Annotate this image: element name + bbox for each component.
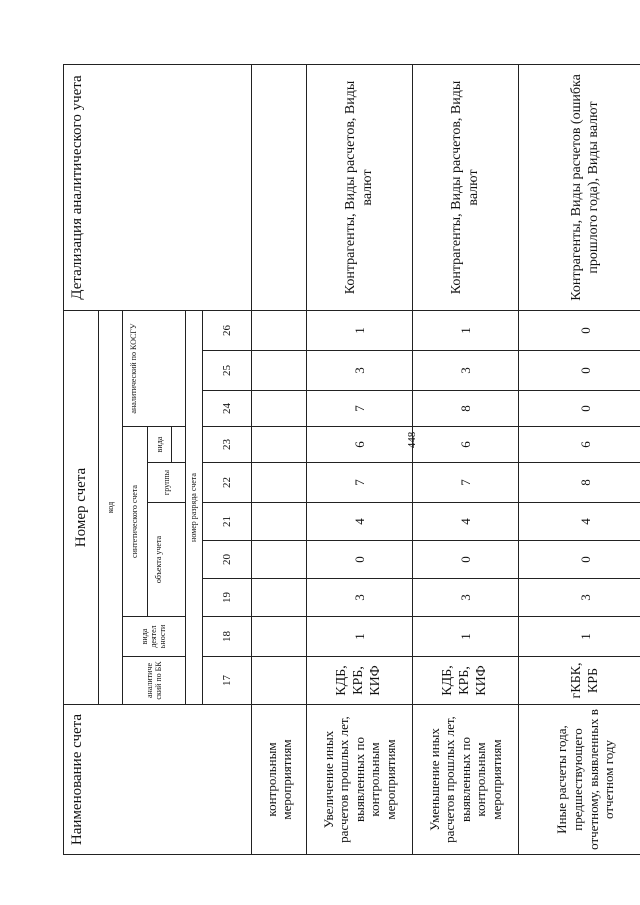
rotated-page bbox=[63, 65, 640, 855]
digit-24: 24 bbox=[203, 391, 252, 427]
cell-17 bbox=[252, 657, 307, 705]
row-detail: Контрагенты, Виды расчетов, Виды валют bbox=[413, 65, 519, 311]
cell-21: 4 bbox=[307, 503, 413, 541]
cell-25 bbox=[252, 351, 307, 391]
table-row bbox=[519, 65, 640, 855]
cell-26: 1 bbox=[307, 311, 413, 351]
cell-18: 1 bbox=[307, 617, 413, 657]
header-accounting-object: объекта учета bbox=[147, 503, 185, 617]
cell-20: 0 bbox=[413, 541, 519, 579]
cell-24: 7 bbox=[307, 391, 413, 427]
cell-23: 6 bbox=[307, 427, 413, 463]
digit-26: 26 bbox=[203, 311, 252, 351]
digit-18: 18 bbox=[203, 617, 252, 657]
header-synthetic: синтетического счета bbox=[123, 427, 148, 617]
header-group: группы bbox=[147, 463, 185, 503]
header-empty-cell bbox=[172, 427, 185, 463]
cell-22: 7 bbox=[307, 463, 413, 503]
cell-18: 1 bbox=[413, 617, 519, 657]
cell-22: 7 bbox=[413, 463, 519, 503]
cell-21: 4 bbox=[413, 503, 519, 541]
cell-17: КДБ, КРБ, КИФ bbox=[307, 657, 413, 705]
header-analytic-kosgu: аналитический по КОСГУ bbox=[123, 311, 185, 427]
cell-19 bbox=[252, 579, 307, 617]
page-number: 448 bbox=[406, 431, 418, 449]
header-account-number: Номер счета bbox=[64, 311, 99, 705]
cell-21: 4 bbox=[519, 503, 640, 541]
header-activity-type: вида деятел ьности bbox=[123, 617, 185, 657]
cell-24 bbox=[252, 391, 307, 427]
cell-23: 6 bbox=[519, 427, 640, 463]
cell-25: 0 bbox=[519, 351, 640, 391]
cell-26 bbox=[252, 311, 307, 351]
cell-23: 6 bbox=[413, 427, 519, 463]
cell-24: 8 bbox=[413, 391, 519, 427]
row-detail: Контрагенты, Виды расчетов (ошибка прошлого года), Виды валют bbox=[519, 65, 640, 311]
row-name: Уменьшение иных расчетов прошлых лет, выявленных по контрольным мероприятиям bbox=[413, 705, 519, 855]
cell-19: 3 bbox=[413, 579, 519, 617]
row-detail: Контрагенты, Виды расчетов, Виды валют bbox=[307, 65, 413, 311]
cell-19: 3 bbox=[519, 579, 640, 617]
header-name-col: Наименование счета bbox=[64, 705, 252, 855]
cell-18 bbox=[252, 617, 307, 657]
cell-25: 3 bbox=[307, 351, 413, 391]
row-name: Иные расчеты года, предшествующего отчетному, выявленных в отчетном году bbox=[519, 705, 640, 855]
cell-26: 0 bbox=[519, 311, 640, 351]
cell-22 bbox=[252, 463, 307, 503]
digit-23: 23 bbox=[203, 427, 252, 463]
table-row bbox=[413, 65, 519, 855]
table-row bbox=[252, 65, 307, 855]
cell-22: 8 bbox=[519, 463, 640, 503]
header-detail-col: Детализация аналитического учета bbox=[64, 65, 252, 311]
header-type: вида bbox=[147, 427, 172, 463]
cell-20: 0 bbox=[307, 541, 413, 579]
cell-17: КДБ, КРБ, КИФ bbox=[413, 657, 519, 705]
header-digit-number: номер разряда счета bbox=[185, 311, 203, 705]
cell-17: гКБК, КРБ bbox=[519, 657, 640, 705]
cell-20 bbox=[252, 541, 307, 579]
digit-21: 21 bbox=[203, 503, 252, 541]
cell-18: 1 bbox=[519, 617, 640, 657]
row-name: контрольным мероприятиям bbox=[252, 705, 307, 855]
cell-19: 3 bbox=[307, 579, 413, 617]
table-row bbox=[307, 65, 413, 855]
digit-22: 22 bbox=[203, 463, 252, 503]
header-analytic-bk: аналитиче ский по БК bbox=[123, 657, 185, 705]
row-name: Увеличение иных расчетов прошлых лет, выявленных по контрольным мероприятиям bbox=[307, 705, 413, 855]
accounts-table bbox=[63, 64, 640, 855]
cell-24: 0 bbox=[519, 391, 640, 427]
cell-20: 0 bbox=[519, 541, 640, 579]
digit-19: 19 bbox=[203, 579, 252, 617]
digit-17: 17 bbox=[203, 657, 252, 705]
digit-20: 20 bbox=[203, 541, 252, 579]
cell-25: 3 bbox=[413, 351, 519, 391]
cell-21 bbox=[252, 503, 307, 541]
cell-26: 1 bbox=[413, 311, 519, 351]
row-detail bbox=[252, 65, 307, 311]
digit-25: 25 bbox=[203, 351, 252, 391]
header-code: код bbox=[98, 311, 123, 705]
cell-23 bbox=[252, 427, 307, 463]
